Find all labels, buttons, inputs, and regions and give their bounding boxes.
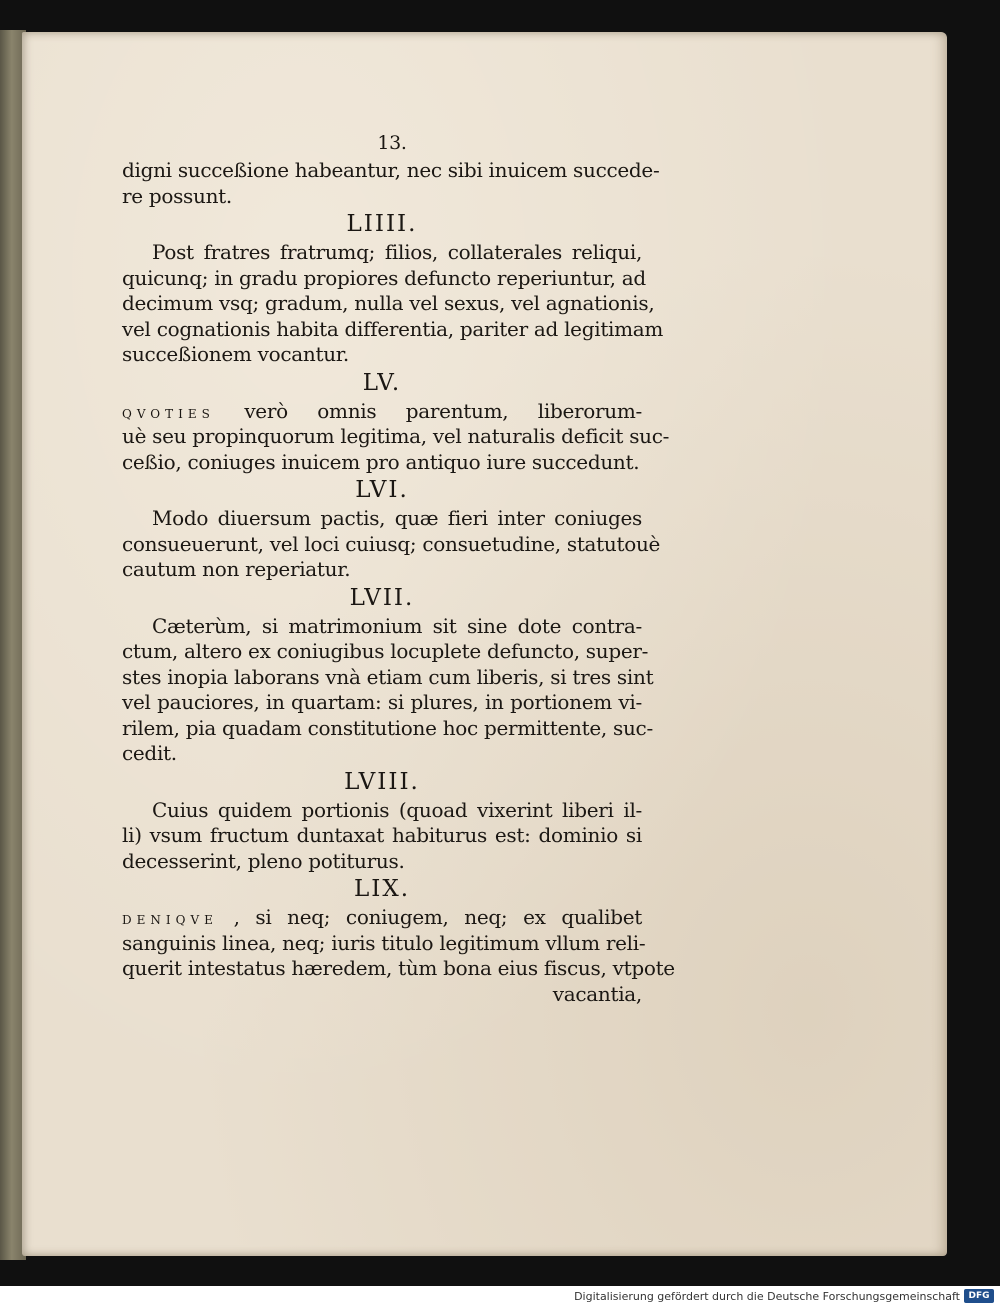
text-line: vel pauciores, in quartam: si plures, in portionem vi- (122, 690, 642, 714)
text-line: cedit. (122, 741, 177, 765)
section-heading: LV. (362, 369, 402, 396)
line-text: , si neq; coniugem, neq; ex qualibet (233, 905, 642, 929)
small-caps-word: QVOTIES (122, 406, 215, 421)
text-line: decesserint, pleno potiturus. (122, 848, 405, 873)
text-line: sanguinis linea, neq; iuris titulo legitimum vllum reli- (122, 930, 646, 955)
text-line: ceßio, coniuges inuicem pro antiquo iure succedunt. (122, 449, 640, 474)
section-heading: LVII. (349, 584, 415, 611)
text-line: vel cognationis habita differentia, pariter ad legitimam (122, 316, 664, 341)
line-text: verò omnis parentum, liberorum- (244, 398, 642, 423)
text-line: Cuius quidem portionis (quoad vixerint liberi il- (152, 797, 642, 822)
section-heading: LVI. (355, 477, 409, 503)
text-line: uè seu propinquorum legitima, vel naturalis deficit suc- (122, 424, 670, 448)
text-line: cautum non reperiatur. (122, 557, 351, 581)
text-line: succeßionem vocantur. (122, 342, 349, 366)
small-caps-word: DENIQVE (122, 913, 218, 927)
text-line: Cæterùm, si matrimonium sit sine dote contra- (152, 613, 642, 638)
text-line: quicunq; in gradu propiores defuncto reperiuntur, ad (122, 265, 646, 290)
text-line: Modo diuersum pactis, quæ fieri inter coniuges (152, 506, 642, 530)
text-line: consueuerunt, vel loci cuiusq; consuetudine, statutouè (122, 531, 661, 556)
page-number: 13. (377, 132, 407, 154)
section-heading: LIX. (353, 876, 411, 902)
section-heading: LIIII. (346, 211, 418, 237)
text-line: digni succeßione habeantur, nec sibi inuicem succede- (122, 158, 660, 182)
footer-credit: Digitalisierung gefördert durch die Deutsche Forschungsgemeinschaft (574, 1290, 960, 1303)
text-line: decimum vsq; gradum, nulla vel sexus, vel agnationis, (122, 291, 655, 315)
text-line (122, 399, 642, 425)
dfg-logo-icon: DFG (964, 1289, 994, 1303)
text-line: rilem, pia quadam constitutione hoc permittente, suc- (122, 715, 653, 740)
text-line: re possunt. (122, 183, 232, 208)
text-line: Post fratres fratrumq; filios, collaterales reliqui, (152, 240, 642, 264)
page-text (122, 128, 675, 1007)
text-line (122, 905, 642, 931)
text-line: vacantia, (552, 981, 642, 1006)
text-line: li) vsum fructum duntaxat habiturus est: dominio si (122, 823, 642, 847)
text-line: stes inopia laborans vnà etiam cum liberis, si tres sint (122, 664, 654, 689)
text-line: ctum, altero ex coniugibus locuplete defuncto, super- (122, 639, 649, 663)
section-heading: LVIII. (344, 768, 420, 795)
text-line: querit intestatus hæredem, tùm bona eius fiscus, vtpote (122, 956, 675, 980)
